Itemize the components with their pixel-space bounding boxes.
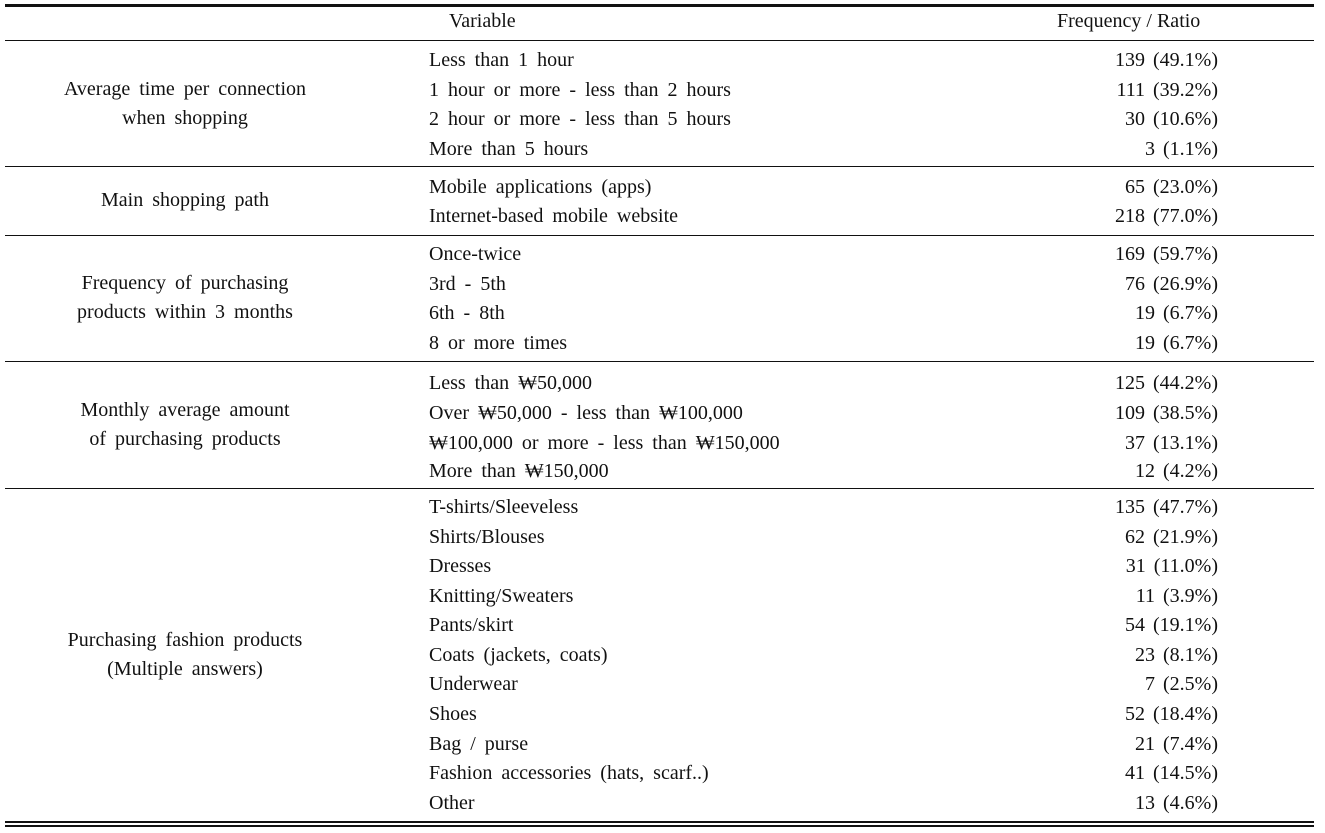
row-value: 21 (7.4%) [1135, 733, 1218, 755]
row-value: 52 (18.4%) [1125, 703, 1218, 725]
row-option: Once-twice [429, 243, 522, 265]
table-row [5, 610, 1314, 640]
category-main-shopping-path: Main shopping path [101, 189, 269, 211]
group-rule [5, 235, 1314, 236]
row-option: Coats (jackets, coats) [429, 644, 608, 666]
table-row [5, 368, 1314, 398]
row-value: 13 (4.6%) [1135, 792, 1218, 814]
row-option: Bag / purse [429, 733, 529, 755]
table-row [5, 104, 1314, 134]
category-average-time: Average time per connection when shopping [63, 78, 307, 129]
group-rule [5, 361, 1314, 362]
category-monthly-amount: Monthly average amount of purchasing products [80, 399, 290, 450]
table-row [5, 492, 1314, 522]
table-row [5, 398, 1314, 428]
row-option: 3rd - 5th [429, 273, 506, 295]
table-row [5, 134, 1314, 164]
table-row [5, 456, 1314, 486]
row-value: 3 (1.1%) [1145, 138, 1218, 160]
row-option: Internet-based mobile website [429, 205, 679, 227]
row-value: 62 (21.9%) [1125, 526, 1218, 548]
row-value: 19 (6.7%) [1135, 332, 1218, 354]
row-value: 125 (44.2%) [1115, 372, 1218, 394]
table-row [5, 729, 1314, 759]
row-option: 8 or more times [429, 332, 568, 354]
row-option: Mobile applications (apps) [429, 176, 652, 198]
row-option: Underwear [429, 673, 518, 695]
table-top-rule [5, 4, 1314, 7]
row-option: 1 hour or more - less than 2 hours [429, 79, 731, 101]
table-row [5, 428, 1314, 458]
row-option: More than 5 hours [429, 138, 589, 160]
row-value: 139 (49.1%) [1115, 49, 1218, 71]
row-value: 23 (8.1%) [1135, 644, 1218, 666]
row-option: Pants/skirt [429, 614, 514, 636]
row-option: Over ₩50,000 - less than ₩100,000 [429, 402, 743, 424]
row-value: 76 (26.9%) [1125, 273, 1218, 295]
row-option: Shoes [429, 703, 477, 725]
group-rule [5, 488, 1314, 489]
table-row [5, 669, 1314, 699]
row-value: 7 (2.5%) [1145, 673, 1218, 695]
row-option: Fashion accessories (hats, scarf..) [429, 762, 709, 784]
table-row [5, 298, 1314, 328]
header-variable: Variable [449, 10, 516, 32]
table-row [5, 239, 1314, 269]
table-row [5, 581, 1314, 611]
row-option: Less than 1 hour [429, 49, 574, 71]
table-row [5, 45, 1314, 75]
row-value: 109 (38.5%) [1115, 402, 1218, 424]
row-value: 12 (4.2%) [1135, 460, 1218, 482]
table-row [5, 172, 1314, 202]
row-option: More than ₩150,000 [429, 460, 609, 482]
table-row [5, 201, 1314, 231]
row-option: 2 hour or more - less than 5 hours [429, 108, 731, 130]
table-bottom-rule [5, 821, 1314, 823]
header-rule [5, 40, 1314, 41]
table-row [5, 75, 1314, 105]
row-option: Shirts/Blouses [429, 526, 545, 548]
row-value: 135 (47.7%) [1115, 496, 1218, 518]
table-row [5, 328, 1314, 358]
table-row [5, 788, 1314, 818]
row-value: 30 (10.6%) [1125, 108, 1218, 130]
row-value: 37 (13.1%) [1125, 432, 1218, 454]
row-value: 31 (11.0%) [1125, 555, 1218, 577]
row-value: 41 (14.5%) [1125, 762, 1218, 784]
table-row [5, 640, 1314, 670]
row-option: 6th - 8th [429, 302, 505, 324]
row-option: ₩100,000 or more - less than ₩150,000 [429, 432, 780, 454]
row-option: Other [429, 792, 475, 814]
table-row [5, 551, 1314, 581]
row-value: 111 (39.2%) [1116, 79, 1218, 101]
row-option: T-shirts/Sleeveless [429, 496, 579, 518]
header-frequency-ratio: Frequency / Ratio [1057, 10, 1201, 32]
row-value: 11 (3.9%) [1135, 585, 1218, 607]
row-option: Less than ₩50,000 [429, 372, 592, 394]
row-value: 54 (19.1%) [1125, 614, 1218, 636]
row-value: 169 (59.7%) [1115, 243, 1218, 265]
row-value: 218 (77.0%) [1115, 205, 1218, 227]
table-row [5, 699, 1314, 729]
row-value: 65 (23.0%) [1125, 176, 1218, 198]
row-option: Knitting/Sweaters [429, 585, 574, 607]
row-option: Dresses [429, 555, 492, 577]
table-row [5, 522, 1314, 552]
table-row [5, 758, 1314, 788]
category-fashion-products: Purchasing fashion products (Multiple answers) [67, 629, 303, 680]
category-purchase-frequency: Frequency of purchasing products within 3 months [77, 272, 293, 323]
survey-table [5, 0, 1314, 828]
table-row [5, 269, 1314, 299]
row-value: 19 (6.7%) [1135, 302, 1218, 324]
table-bottom-rule [5, 825, 1314, 827]
group-rule [5, 166, 1314, 167]
